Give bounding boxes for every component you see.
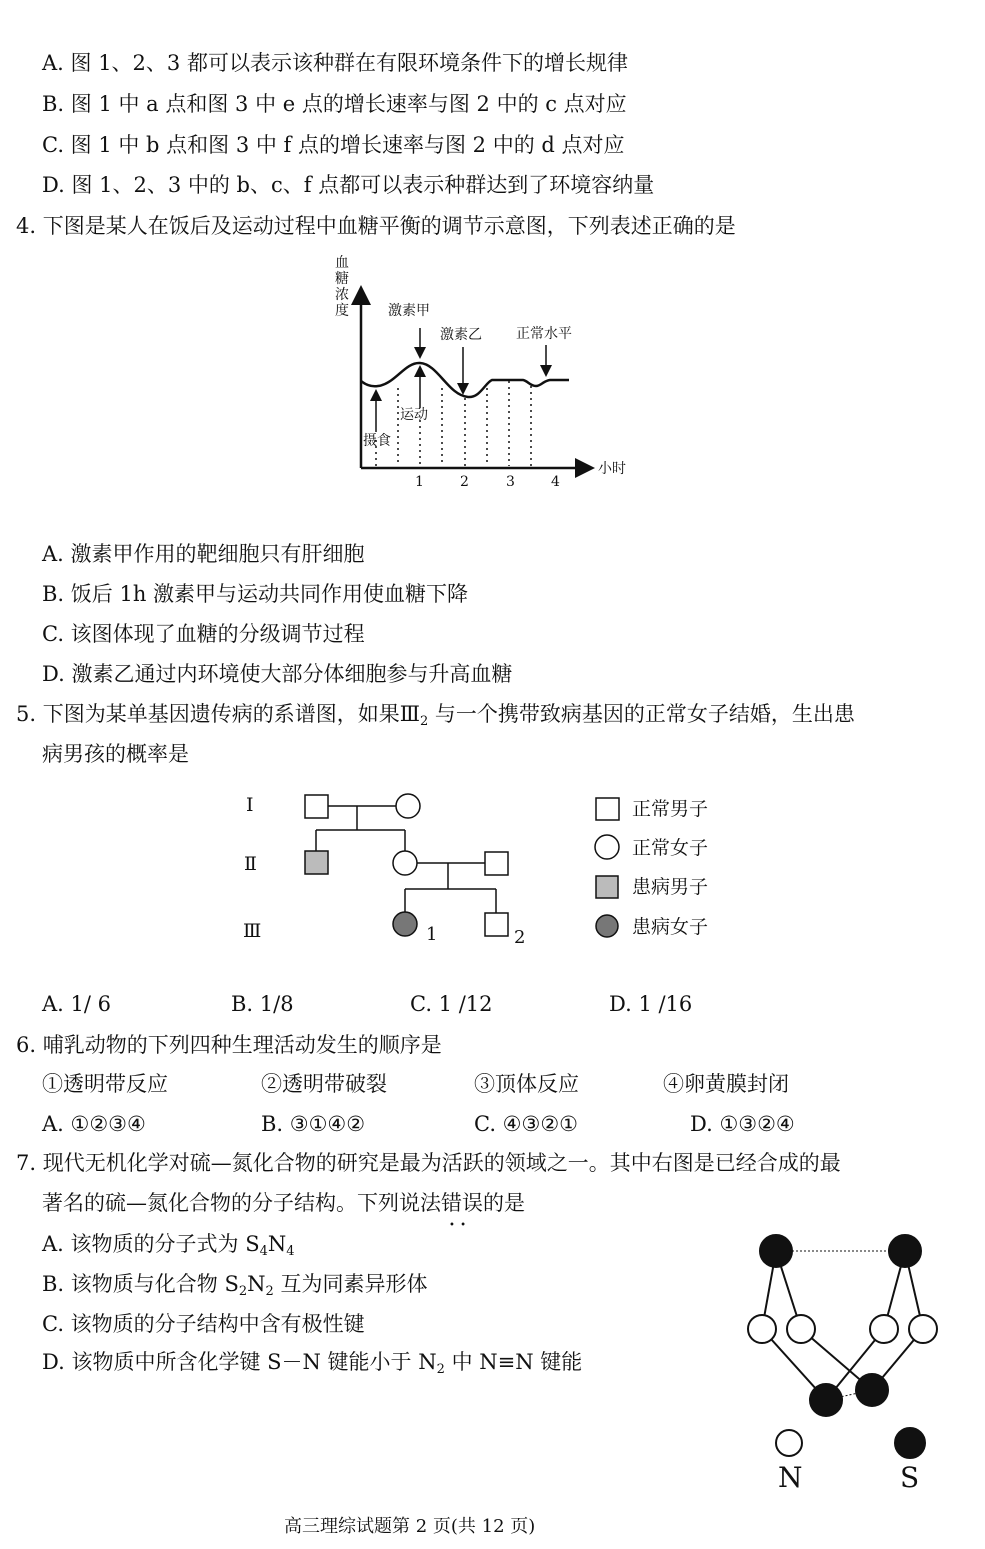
subscript: 4 xyxy=(286,1244,295,1259)
text: B. 该物质与化合物 S xyxy=(42,1272,239,1296)
q5-option-a: A. 1/ 6 xyxy=(42,992,111,1016)
sulfur-atom xyxy=(889,1235,921,1267)
normal-level-label: 正常水平 xyxy=(516,326,572,342)
q7-stem-line1: 7. 现代无机化学对硫—氮化合物的研究是最为活跃的领域之一。其中右图是已经合成的最 xyxy=(16,1151,841,1175)
legend-nitrogen-icon xyxy=(776,1430,802,1456)
subscript: 2 xyxy=(436,1362,445,1377)
q6-option-b: B. ③①④② xyxy=(261,1112,366,1136)
q5-stem-line2: 病男孩的概率是 xyxy=(42,742,189,766)
legend-sulfur-label: S xyxy=(900,1461,920,1494)
q5-option-d: D. 1 /16 xyxy=(609,992,693,1016)
q4-option-c: C. 该图体现了血糖的分级调节过程 xyxy=(42,622,365,646)
hormone-a-label: 激素甲 xyxy=(388,303,430,319)
legend-sulfur-icon xyxy=(895,1428,925,1458)
q4-option-b: B. 饭后 1h 激素甲与运动共同作用使血糖下降 xyxy=(42,582,469,606)
q3-option-b: B. 图 1 中 a 点和图 3 中 e 点的增长速率与图 2 中的 c 点对应 xyxy=(42,92,627,116)
q4-option-d: D. 激素乙通过内环境使大部分体细胞参与升高血糖 xyxy=(42,662,513,686)
q7-stem-text: 的是 xyxy=(483,1191,525,1215)
q7-stem-text: 著名的硫—氮化合物的分子结构。下列说法 xyxy=(42,1191,441,1215)
sulfur-atom xyxy=(810,1384,842,1416)
gen2-normal-female xyxy=(393,851,417,875)
q6-option-d: D. ①③②④ xyxy=(690,1112,795,1136)
q3-option-d: D. 图 1、2、3 中的 b、c、f 点都可以表示种群达到了环境容纳量 xyxy=(42,173,655,197)
gen1-normal-male xyxy=(305,795,328,818)
gen3-affected-female xyxy=(393,912,417,936)
generation-label: Ⅲ xyxy=(243,920,262,942)
gen2-normal-male xyxy=(485,852,508,875)
q5-stem-text: 5. 下图为某单基因遗传病的系谱图，如果Ⅲ xyxy=(16,702,420,726)
y-axis-label-char: 度 xyxy=(335,303,349,319)
y-axis-label-char: 糖 xyxy=(335,271,349,287)
q6-item: ③顶体反应 xyxy=(474,1072,579,1096)
legend-affected-female-icon xyxy=(596,915,618,937)
legend-normal-female-icon xyxy=(595,835,619,859)
generation-label: Ⅰ xyxy=(246,794,254,816)
q7-stem-line2 xyxy=(42,1190,525,1216)
q7-option-b xyxy=(42,1271,427,1305)
x-tick-label: 2 xyxy=(460,474,469,490)
q4-option-a: A. 激素甲作用的靶细胞只有肝细胞 xyxy=(42,542,365,566)
gen1-normal-female xyxy=(396,794,420,818)
nitrogen-atom xyxy=(870,1315,898,1343)
y-axis-label-char: 血 xyxy=(335,255,349,271)
legend-normal-male: 正常男子 xyxy=(632,798,709,820)
x-tick-label: 3 xyxy=(506,474,515,490)
page-footer: 高三理综试题第 2 页(共 12 页) xyxy=(284,1516,536,1537)
q5-option-b: B. 1/8 xyxy=(231,992,294,1016)
subscript: 2 xyxy=(265,1284,274,1299)
legend-affected-male: 患病男子 xyxy=(632,876,709,898)
child-number: 1 xyxy=(426,924,438,945)
q6-item: ②透明带破裂 xyxy=(261,1072,387,1096)
q7-option-c: C. 该物质的分子结构中含有极性键 xyxy=(42,1312,365,1336)
x-tick-label: 1 xyxy=(415,474,424,490)
exercise-label: 运动 xyxy=(400,407,428,423)
q6-item: ①透明带反应 xyxy=(42,1072,168,1096)
text: 中 N≡N 键能 xyxy=(444,1350,583,1374)
legend-normal-female: 正常女子 xyxy=(632,837,709,859)
generation-label: Ⅱ xyxy=(244,853,257,875)
time-gridlines xyxy=(376,381,531,466)
subscript: 4 xyxy=(259,1244,268,1259)
eating-label: 摄食 xyxy=(363,433,391,449)
q4-stem: 4. 下图是某人在饭后及运动过程中血糖平衡的调节示意图，下列表述正确的是 xyxy=(16,214,736,238)
gen2-affected-male xyxy=(305,851,328,874)
s4n4-molecule xyxy=(748,1235,937,1458)
subscript: 2 xyxy=(238,1284,248,1299)
q5-stem xyxy=(16,701,855,735)
q7-option-d xyxy=(42,1349,582,1383)
q3-option-c: C. 图 1 中 b 点和图 3 中 f 点的增长速率与图 2 中的 d 点对应 xyxy=(42,133,625,157)
q6-stem: 6. 哺乳动物的下列四种生理活动发生的顺序是 xyxy=(16,1033,442,1057)
q5-stem-sub: 2 xyxy=(419,714,429,729)
q6-option-a: A. ①②③④ xyxy=(42,1112,146,1136)
text: N xyxy=(267,1232,287,1256)
text: 互为同素异形体 xyxy=(273,1272,428,1296)
q6-item: ④卵黄膜封闭 xyxy=(663,1072,789,1096)
nitrogen-atom xyxy=(748,1315,776,1343)
pedigree-chart xyxy=(305,794,619,937)
q5-stem-text: 与一个携带致病基因的正常女子结婚，生出患 xyxy=(428,702,855,726)
q6-option-c: C. ④③②① xyxy=(474,1112,578,1136)
sulfur-atom xyxy=(760,1235,792,1267)
text: D. 该物质中所含化学键 S－N 键能小于 N xyxy=(42,1350,437,1374)
legend-normal-male-icon xyxy=(596,798,619,820)
gen3-normal-male xyxy=(485,913,508,936)
blood-sugar-curve xyxy=(361,363,569,397)
legend-affected-female: 患病女子 xyxy=(632,916,709,938)
x-tick-label: 4 xyxy=(551,474,560,490)
legend-nitrogen-label: N xyxy=(778,1461,803,1494)
nitrogen-atom xyxy=(787,1315,815,1343)
q7-emphasis-text: 错误 • • xyxy=(441,1191,483,1215)
text: N xyxy=(247,1272,266,1296)
child-number: 2 xyxy=(514,927,526,948)
x-axis-label: 小时 xyxy=(598,461,626,477)
legend-affected-male-icon xyxy=(596,876,618,898)
hormone-b-label: 激素乙 xyxy=(440,327,482,343)
q3-option-a: A. 图 1、2、3 都可以表示该种群在有限环境条件下的增长规律 xyxy=(42,51,628,75)
y-axis-label-char: 浓 xyxy=(335,287,349,303)
sulfur-atom xyxy=(856,1374,888,1406)
nitrogen-atom xyxy=(909,1315,937,1343)
q5-option-c: C. 1 /12 xyxy=(410,992,493,1016)
text: A. 该物质的分子式为 S xyxy=(42,1232,260,1256)
q7-option-a xyxy=(42,1231,295,1265)
